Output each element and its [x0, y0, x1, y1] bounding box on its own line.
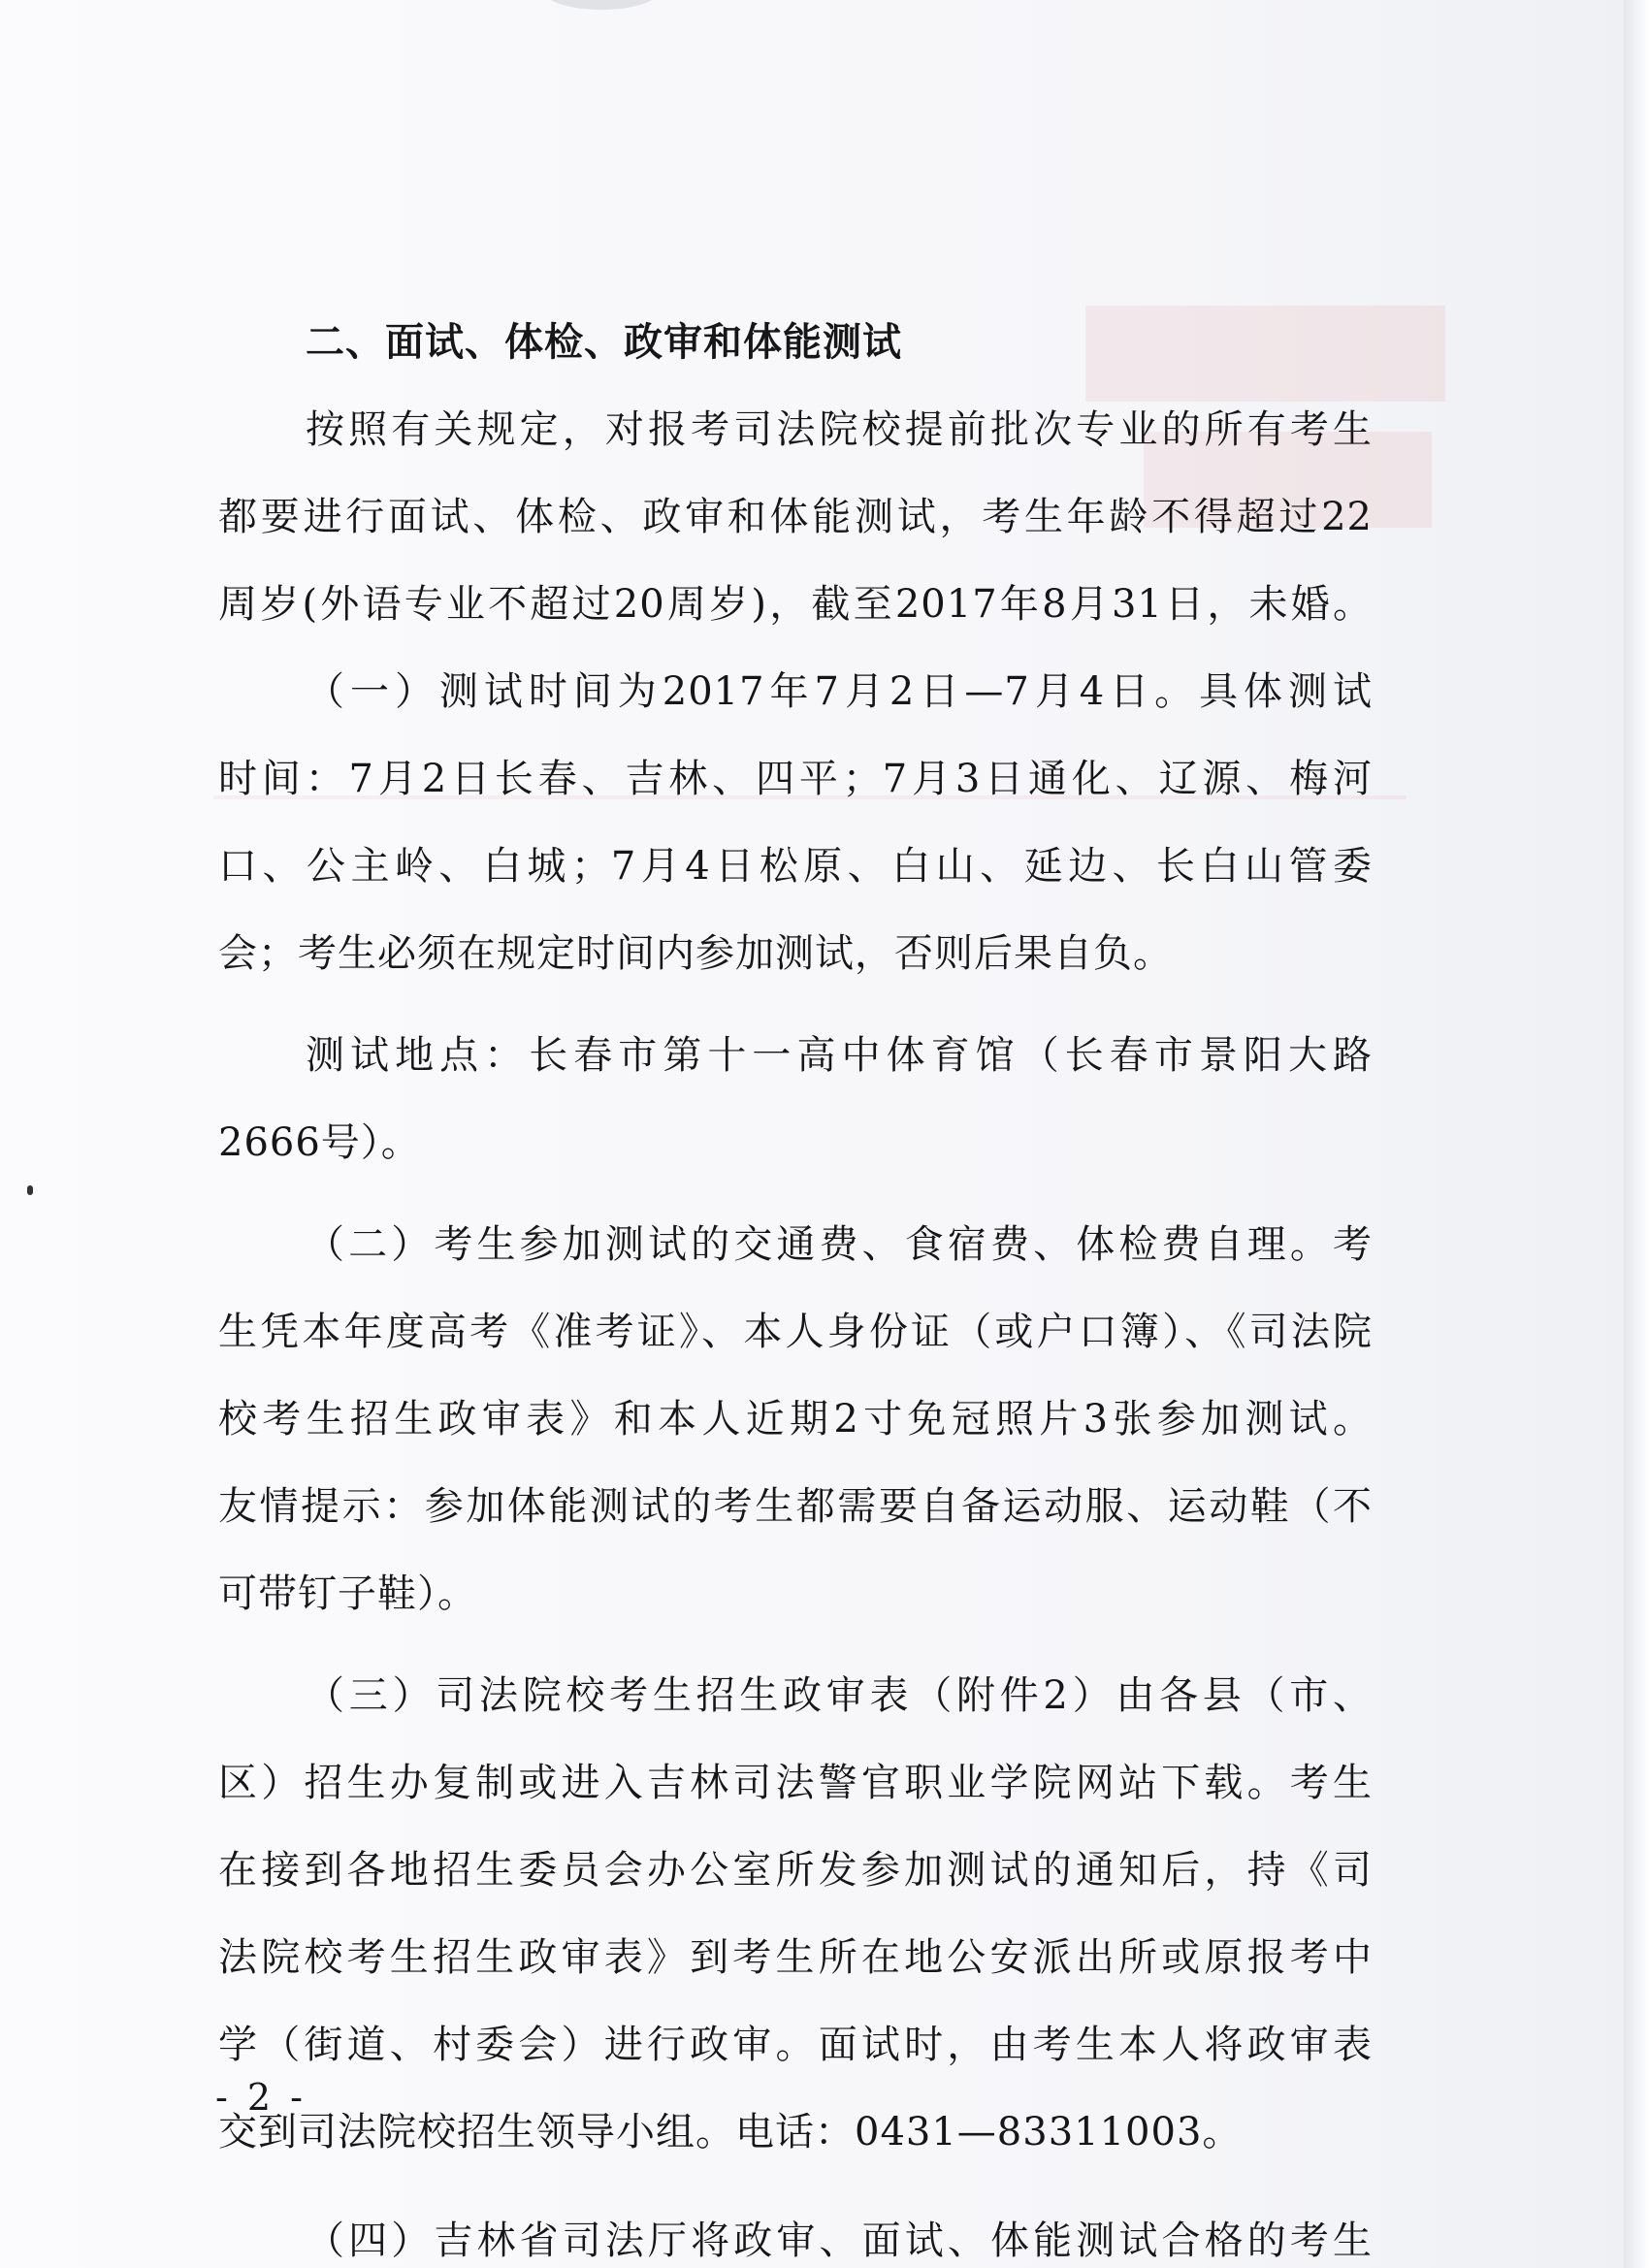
paragraph-line: 交到司法院校招生领导小组。电话：0431—83311003。 — [218, 2110, 1243, 2155]
page-number: - 2 - — [215, 2076, 307, 2119]
paragraph-item-3 — [218, 1652, 1373, 2176]
paragraph-line: （一）测试时间为2017年7月2日—7月4日。具体测试 — [306, 669, 1373, 714]
paragraph-line: 可带钉子鞋）。 — [218, 1571, 477, 1616]
paragraph-line: （三）司法院校考生招生政审表（附件2）由各县（市、 — [306, 1673, 1373, 1718]
paragraph-line: （四）吉林省司法厅将政审、面试、体能测试合格的考生 — [306, 2219, 1373, 2263]
paragraph-line: 校考生招生政审表》和本人近期2寸免冠照片3张参加测试。 — [218, 1397, 1373, 1442]
paragraph-test-location — [218, 1012, 1373, 1186]
paragraph-intro — [218, 386, 1373, 648]
paragraph-line: 区）招生办复制或进入吉林司法警官职业学院网站下载。考生 — [218, 1761, 1373, 1805]
paragraph-line: 在接到各地招生委员会办公室所发参加测试的通知后，持《司 — [218, 1848, 1373, 1893]
page-edge-shadow — [1624, 0, 1649, 2268]
document-body — [218, 299, 1373, 2268]
scan-speck — [27, 1185, 33, 1195]
paragraph-line: 口、公主岭、白城；7月4日松原、白山、延边、长白山管委 — [218, 844, 1373, 889]
paragraph-line: 时间：7月2日长春、吉林、四平；7月3日通化、辽源、梅河 — [218, 757, 1373, 801]
bleed-through-mark: ▇▇▇▇ — [1145, 417, 1432, 527]
paragraph-line: 友情提示：参加体能测试的考生都需要自备运动服、运动鞋（不 — [218, 1484, 1373, 1529]
paragraph-line: 学（街道、村委会）进行政审。面试时，由考生本人将政审表 — [218, 2023, 1373, 2067]
paragraph-line: 法院校考生招生政审表》到考生所在地公安派出所或原报考中 — [218, 1935, 1373, 1980]
paragraph-item-4 — [218, 2197, 1373, 2268]
section-heading: 二、面试、体检、政审和体能测试 — [306, 320, 902, 365]
paragraph-line: 2666号）。 — [218, 1120, 421, 1165]
paragraph-line: 都要进行面试、体检、政审和体能测试，考生年龄不得超过22 — [218, 495, 1373, 539]
paragraph-line: 生凭本年度高考《准考证》、本人身份证（或户口簿）、《司法院 — [218, 1310, 1373, 1354]
paragraph-item-2 — [218, 1201, 1373, 1637]
paragraph-line: 周岁(外语专业不超过20周岁)，截至2017年8月31日，未婚。 — [218, 582, 1373, 627]
paragraph-item-1 — [218, 648, 1373, 997]
bleed-through-mark: ▇▇▇▇▇ — [1086, 291, 1445, 401]
paragraph-line: 按照有关规定，对报考司法院校提前批次专业的所有考生 — [306, 407, 1373, 452]
paragraph-line: 会；考生必须在规定时间内参加测试，否则后果自负。 — [218, 931, 1173, 976]
paragraph-line: 测试地点：长春市第十一高中体育馆（长春市景阳大路 — [306, 1033, 1373, 1078]
scan-artifact — [543, 0, 660, 10]
paragraph-line: （二）考生参加测试的交通费、食宿费、体检费自理。考 — [306, 1222, 1373, 1267]
